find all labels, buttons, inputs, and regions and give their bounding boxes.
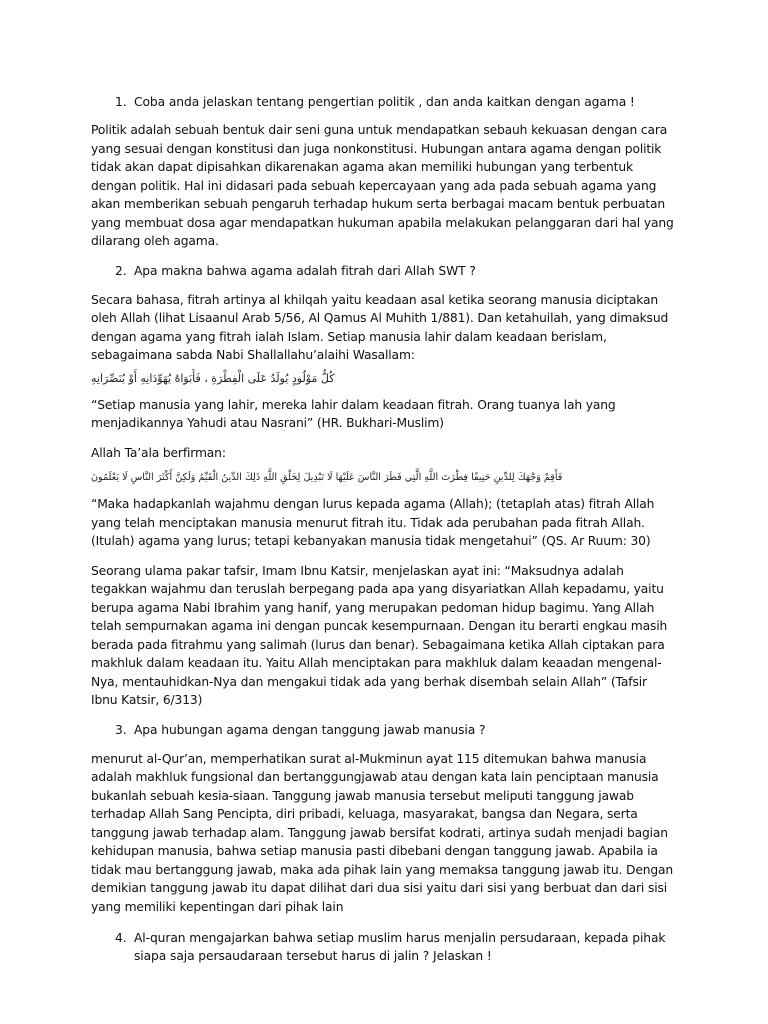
answer-3-paragraph: menurut al-Qur’an, memperhatikan surat al-Mukminun ayat 115 ditemukan bahwa manusia adalah makhluk fungsional dan bertanggungjawab atau dengan kata lain penciptaan manusia bukanlah sebuah kesia-siaan. Tanggung jawab manusia tersebut meliputi tanggung jawab terhadap Allah Sang Pencipta, diri pribadi, keluaga, masyarakat, bangsa dan Negara, serta tanggung jawab terhadap alam. Tanggung jawab bersifat kodrati, artinya sudah menjadi bagian kehidupan manusia, bahwa setiap manusia pasti dibebani dengan tanggung jawab. Apabila ia tidak mau bertanggung jawab, maka ada pihak lain yang memaksa tanggung jawab itu. Dengan demikian tanggung jawab itu dapat dilihat dari dua sisi yaitu dari sisi yang berbuat dan dari sisi yang memiliki kepentingan dari pihak lain [91,751,674,914]
question-number: 1 . [91,94,134,111]
ayat-arabic-text: فَأَقِمْ وَجْهَكَ لِلدِّينِ حَنِيفًا فِطْرَتَ اللَّهِ الَّتِي فَطَرَ النَّاسَ عَلَيْهَا لَا تَبْدِيلَ لِخَلْقِ اللَّهِ ذَلِكَ الدِّينُ الْقَيِّمُ وَلَكِنَّ أَكْثَرَ النَّاسِ لَا يَعْلَمُونَ [91,472,563,483]
question-text: Al-quran mengajarkan bahwa setiap muslim harus menjalin persudaraan, kepada pihak siapa saja persaudaraan tersebut harus di jalin ? Jelaskan ! [134,931,666,963]
answer-2-tafsir-paragraph: Seorang ulama pakar tafsir, Imam Ibnu Katsir, menjelaskan ayat ini: “Maksudnya adalah tegakkan wajahmu dan teruslah berpegang pada apa yang disyariatkan Allah kepadamu, yaitu berupa agama Nabi Ibrahim yang hanif, yang merupakan pedoman hidup bagimu. Yang Allah telah sempurnakan agama ini dengan puncak kesempurnaan. Dengan itu berarti engkau masih berada pada fitrahmu yang salimah (lurus dan benar). Sebagaimana ketika Allah ciptakan para makhluk dalam keadaan itu. Yaitu Allah menciptakan para makhluk dalam keaadan mengenal-Nya, mentauhidkan-Nya dan mengakui tidak ada yang berhak disembah selain Allah” (Tafsir Ibnu Katsir, 6/313) [91,563,668,707]
answer-2-intro-paragraph: Secara bahasa, fitrah artinya al khilqah yaitu keadaan asal ketika seorang manusia diciptakan oleh Allah (lihat Lisaanul Arab 5/56, Al Qamus Al Muhith 1/881). Dan ketahuilah, yang dimaksud dengan agama yang fitrah ialah Islam. Setiap manusia lahir dalam keadaan berislam, sebagaimana sabda Nabi Shallallahu’alaihi Wasallam: [91,292,669,362]
hadith-arabic-text: كُلُّ مَوْلُودٍ يُولَدُ عَلَى الْفِطْرَةِ ، فَأَبَوَاهُ يُهَوِّدَانِهِ أَوْ يُنَصِّرَانِهِ [91,371,335,385]
question-number: 3 . [91,722,134,739]
question-3 [91,722,676,739]
question-text: Apa makna bahwa agama adalah fitrah dari Allah SWT ? [134,263,476,278]
question-number: 4 . [91,929,134,965]
ayat-translation-paragraph: “Maka hadapkanlah wajahmu dengan lurus kepada agama (Allah); (tetaplah atas) fitrah Allah yang telah menciptakan manusia menurut fitrah itu. Tidak ada perubahan pada fitrah Allah. (Itulah) agama yang lurus; tetapi kebanyakan manusia tidak mengetahui” (QS. Ar Ruum: 30) [91,497,655,548]
question-number: 2 . [91,263,134,280]
question-text: Coba anda jelaskan tentang pengertian politik , dan anda kaitkan dengan agama ! [134,95,635,109]
question-text: Apa hubungan agama dengan tanggung jawab manusia ? [134,722,486,737]
hadith-translation-paragraph: “Setiap manusia yang lahir, mereka lahir dalam keadaan fitrah. Orang tuanya lah yang menjadikannya Yahudi atau Nasrani” (HR. Bukhari-Muslim) [91,397,616,430]
question-2 [91,263,676,280]
question-4 [91,929,676,965]
answer-1-paragraph: Politik adalah sebuah bentuk dair seni guna untuk mendapatkan sebauh kekuasan dengan cara yang sesuai dengan konstitusi dan juga nonkonstitusi. Hubungan antara agama dengan politik tidak akan dapat dipisahkan dikarenakan agama akan memiliki hubungan yang terbentuk dengan politik. Hal ini didasari pada sebuah kepercayaan yang ada pada sebuah agama yang akan memberikan sebuah pengaruh terhadap hukum serta berbagai macam bentuk perbuatan yang membuat dosa agar mendapatkan hukuman apabila melakukan pelanggaran dari hal yang dilarang oleh agama. [91,123,674,248]
allah-firman-line: Allah Ta’ala berfirman: [91,445,226,460]
question-1 [91,94,676,111]
